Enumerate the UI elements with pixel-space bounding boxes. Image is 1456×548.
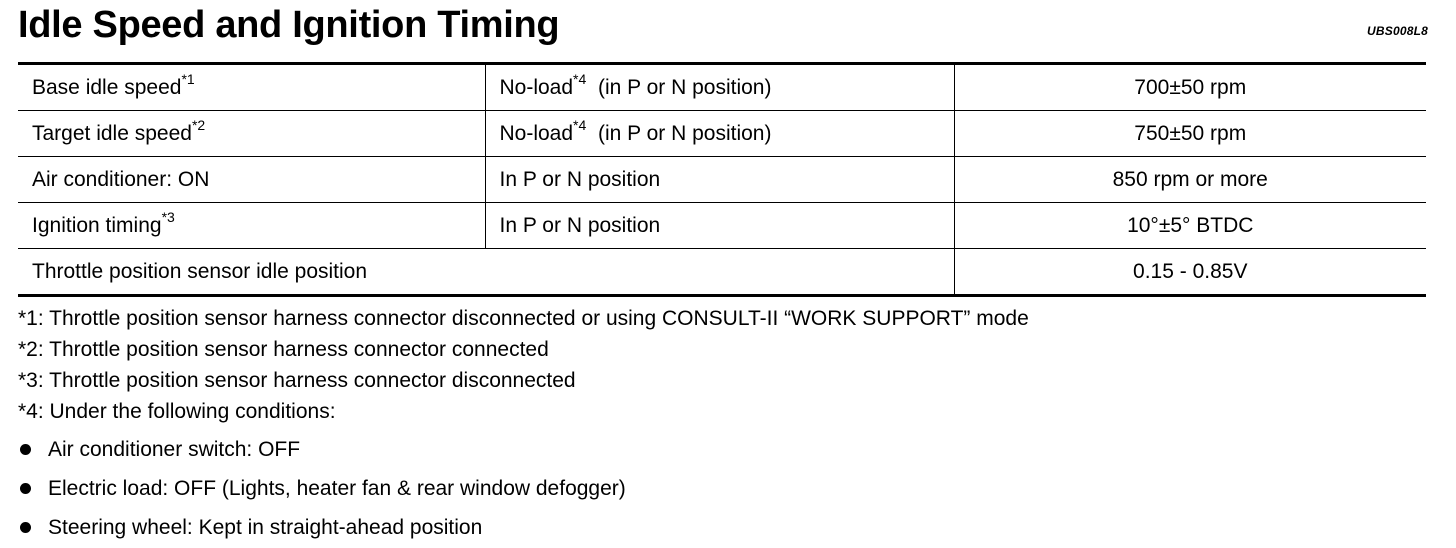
- footnote: *2: Throttle position sensor harness connector connected: [18, 338, 549, 361]
- list-item: [18, 508, 626, 547]
- condition-suffix: (in P or N position): [586, 75, 772, 99]
- footnote: *1: Throttle position sensor harness connector disconnected or using CONSULT-II “WORK SUPPORT” mode: [18, 307, 1029, 330]
- footnote: *4: Under the following conditions:: [18, 400, 336, 423]
- table-cell-value: 850 rpm or more: [954, 157, 1426, 203]
- bullet-icon: [20, 444, 31, 455]
- table-cell-item: [18, 203, 485, 249]
- condition-label: In P or N position: [499, 167, 661, 191]
- bullet-icon: [20, 522, 31, 533]
- table-row-ignition-timing: [18, 203, 1426, 249]
- table-row-target-idle-speed: [18, 111, 1426, 157]
- list-item-text: Steering wheel: Kept in straight-ahead position: [48, 516, 483, 539]
- item-label: Target idle speed: [32, 121, 192, 145]
- table-row-air-conditioner: [18, 157, 1426, 203]
- table-row-throttle-position: [18, 249, 1426, 296]
- table-cell-item: [18, 64, 485, 111]
- list-item: [18, 469, 626, 508]
- footnote: *3: Throttle position sensor harness connector disconnected: [18, 369, 576, 392]
- item-label: Air conditioner: ON: [32, 167, 210, 191]
- footnote-mark: *1: [181, 70, 195, 87]
- table-cell-item: Throttle position sensor idle position: [18, 249, 954, 296]
- list-item-text: Air conditioner switch: OFF: [48, 438, 301, 461]
- table-cell-value: 0.15 - 0.85V: [954, 249, 1426, 296]
- item-label: Ignition timing: [32, 213, 162, 237]
- condition-suffix: (in P or N position): [586, 121, 772, 145]
- reference-code: UBS008L8: [1367, 24, 1428, 38]
- table-cell-condition: [485, 111, 954, 157]
- list-item: [18, 430, 626, 469]
- table-cell-value: 10°±5° BTDC: [954, 203, 1426, 249]
- bullet-icon: [20, 483, 31, 494]
- page-title: Idle Speed and Ignition Timing: [18, 4, 560, 46]
- condition-label: No-load: [499, 121, 574, 145]
- condition-list: [18, 430, 626, 547]
- condition-label: No-load: [499, 75, 574, 99]
- table-cell-value: 700±50 rpm: [954, 64, 1426, 111]
- footnote-mark: *2: [191, 116, 206, 133]
- list-item-text: Electric load: OFF (Lights, heater fan & rear window defogger): [48, 477, 626, 500]
- table-cell-condition: [485, 157, 954, 203]
- table-cell-item: [18, 111, 485, 157]
- table-cell-condition: [485, 64, 954, 111]
- table-cell-item: [18, 157, 485, 203]
- footnotes: [18, 303, 1029, 427]
- footnote-mark: *3: [161, 208, 175, 225]
- item-label: Base idle speed: [32, 75, 182, 99]
- footnote-mark: *4: [573, 70, 587, 87]
- table-cell-condition: [485, 203, 954, 249]
- condition-label: In P or N position: [499, 213, 661, 237]
- footnote-mark: *4: [573, 116, 587, 133]
- table-row-base-idle-speed: [18, 64, 1426, 111]
- spec-table: [18, 62, 1426, 297]
- table-cell-value: 750±50 rpm: [954, 111, 1426, 157]
